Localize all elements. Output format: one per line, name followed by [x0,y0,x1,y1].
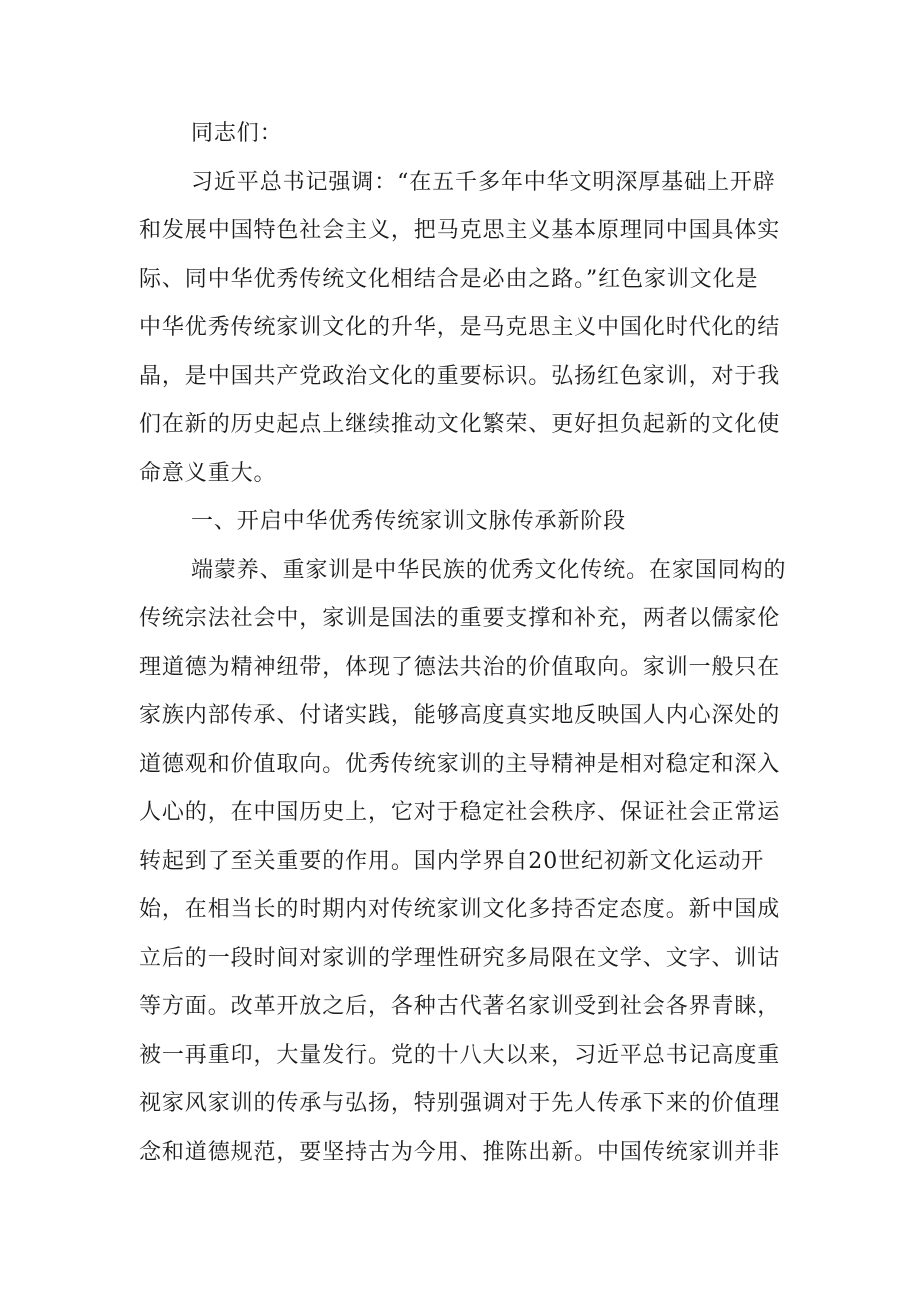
paragraph-line: 道德观和价值取向。优秀传统家训的主导精神是相对稳定和深入 [139,751,781,777]
paragraph-intro [139,159,789,499]
paragraph-line: 们在新的历史起点上继续推动文化繁荣、更好担负起新的文化使 [139,412,781,437]
document-body [139,110,789,1177]
section-heading [139,498,789,547]
paragraph-line: 家族内部传承、付诸实践，能够高度真实地反映国人内心深处的 [139,703,781,728]
paragraph-line: 等方面。改革开放之后，各种古代著名家训受到社会各界青睐， [139,994,781,1019]
paragraph-line: 晶，是中国共产党政治文化的重要标识。弘扬红色家训，对于我 [139,363,781,389]
paragraph-line: 视家风家训的传承与弘扬，特别强调对于先人传承下来的价值理 [139,1091,781,1116]
paragraph-line: 人心的，在中国历史上，它对于稳定社会秩序、保证社会正常运 [139,800,781,825]
paragraph-line: 始，在相当长的时期内对传统家训文化多持否定态度。新中国成 [139,897,781,922]
paragraph-line: 念和道德规范，要坚持古为今用、推陈出新。中国传统家训并非 [139,1139,781,1165]
paragraph-line: 理道德为精神纽带，体现了德法共治的价值取向。家训一般只在 [139,654,781,680]
paragraph-line: 立后的一段时间对家训的学理性研究多局限在文学、文字、训诂 [139,945,781,971]
paragraph-line: 命意义重大。 [139,460,277,486]
paragraph-line: 习近平总书记强调：“在五千多年中华文明深厚基础上开辟 [191,169,776,195]
paragraph-line: 端蒙养、重家训是中华民族的优秀文化传统。在家国同构的 [191,557,787,583]
paragraph-line: 际、同中华优秀传统文化相结合是必由之路。”红色家训文化是 [139,266,759,292]
paragraph-line: 中华优秀传统家训文化的升华，是马克思主义中国化时代化的结 [139,315,781,340]
paragraph-line: 和发展中国特色社会主义，把马克思主义基本原理同中国具体实 [139,218,781,243]
paragraph-line: 被一再重印，大量发行。党的十八大以来，习近平总书记高度重 [139,1042,781,1068]
paragraph-line: 传统宗法社会中，家训是国法的重要支撑和补充，两者以儒家伦 [139,606,781,631]
section-heading-text: 一、开启中华优秀传统家训文脉传承新阶段 [191,509,627,534]
paragraph-line: 转起到了至关重要的作用。国内学界自20世纪初新文化运动开 [139,848,765,874]
salutation: 同志们： [191,121,283,146]
paragraph-body-1 [139,547,789,1178]
